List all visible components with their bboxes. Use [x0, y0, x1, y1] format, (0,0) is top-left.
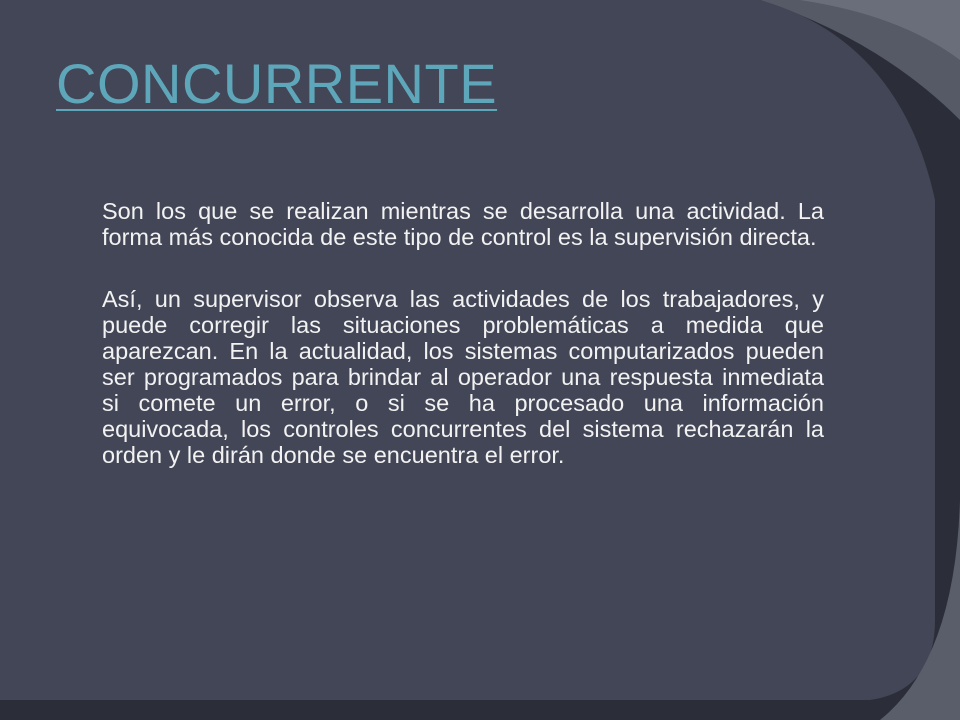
slide-body [102, 198, 824, 504]
slide-title: CONCURRENTE [56, 52, 498, 115]
paragraph-1: Son los que se realizan mientras se desarrolla una actividad. La forma más conocida de este tipo de control es la supervisión directa. [102, 198, 824, 250]
paragraph-2: Así, un supervisor observa las actividades de los trabajadores, y puede corregir las situaciones problemáticas a medida que aparezcan. En la actualidad, los sistemas computarizados pueden ser programados para brindar al operador una respuesta inmediata si comete un error, o si se ha procesado una información equivocada, los controles concurrentes del sistema rechazarán la orden y le dirán donde se encuentra el error. [102, 286, 824, 468]
